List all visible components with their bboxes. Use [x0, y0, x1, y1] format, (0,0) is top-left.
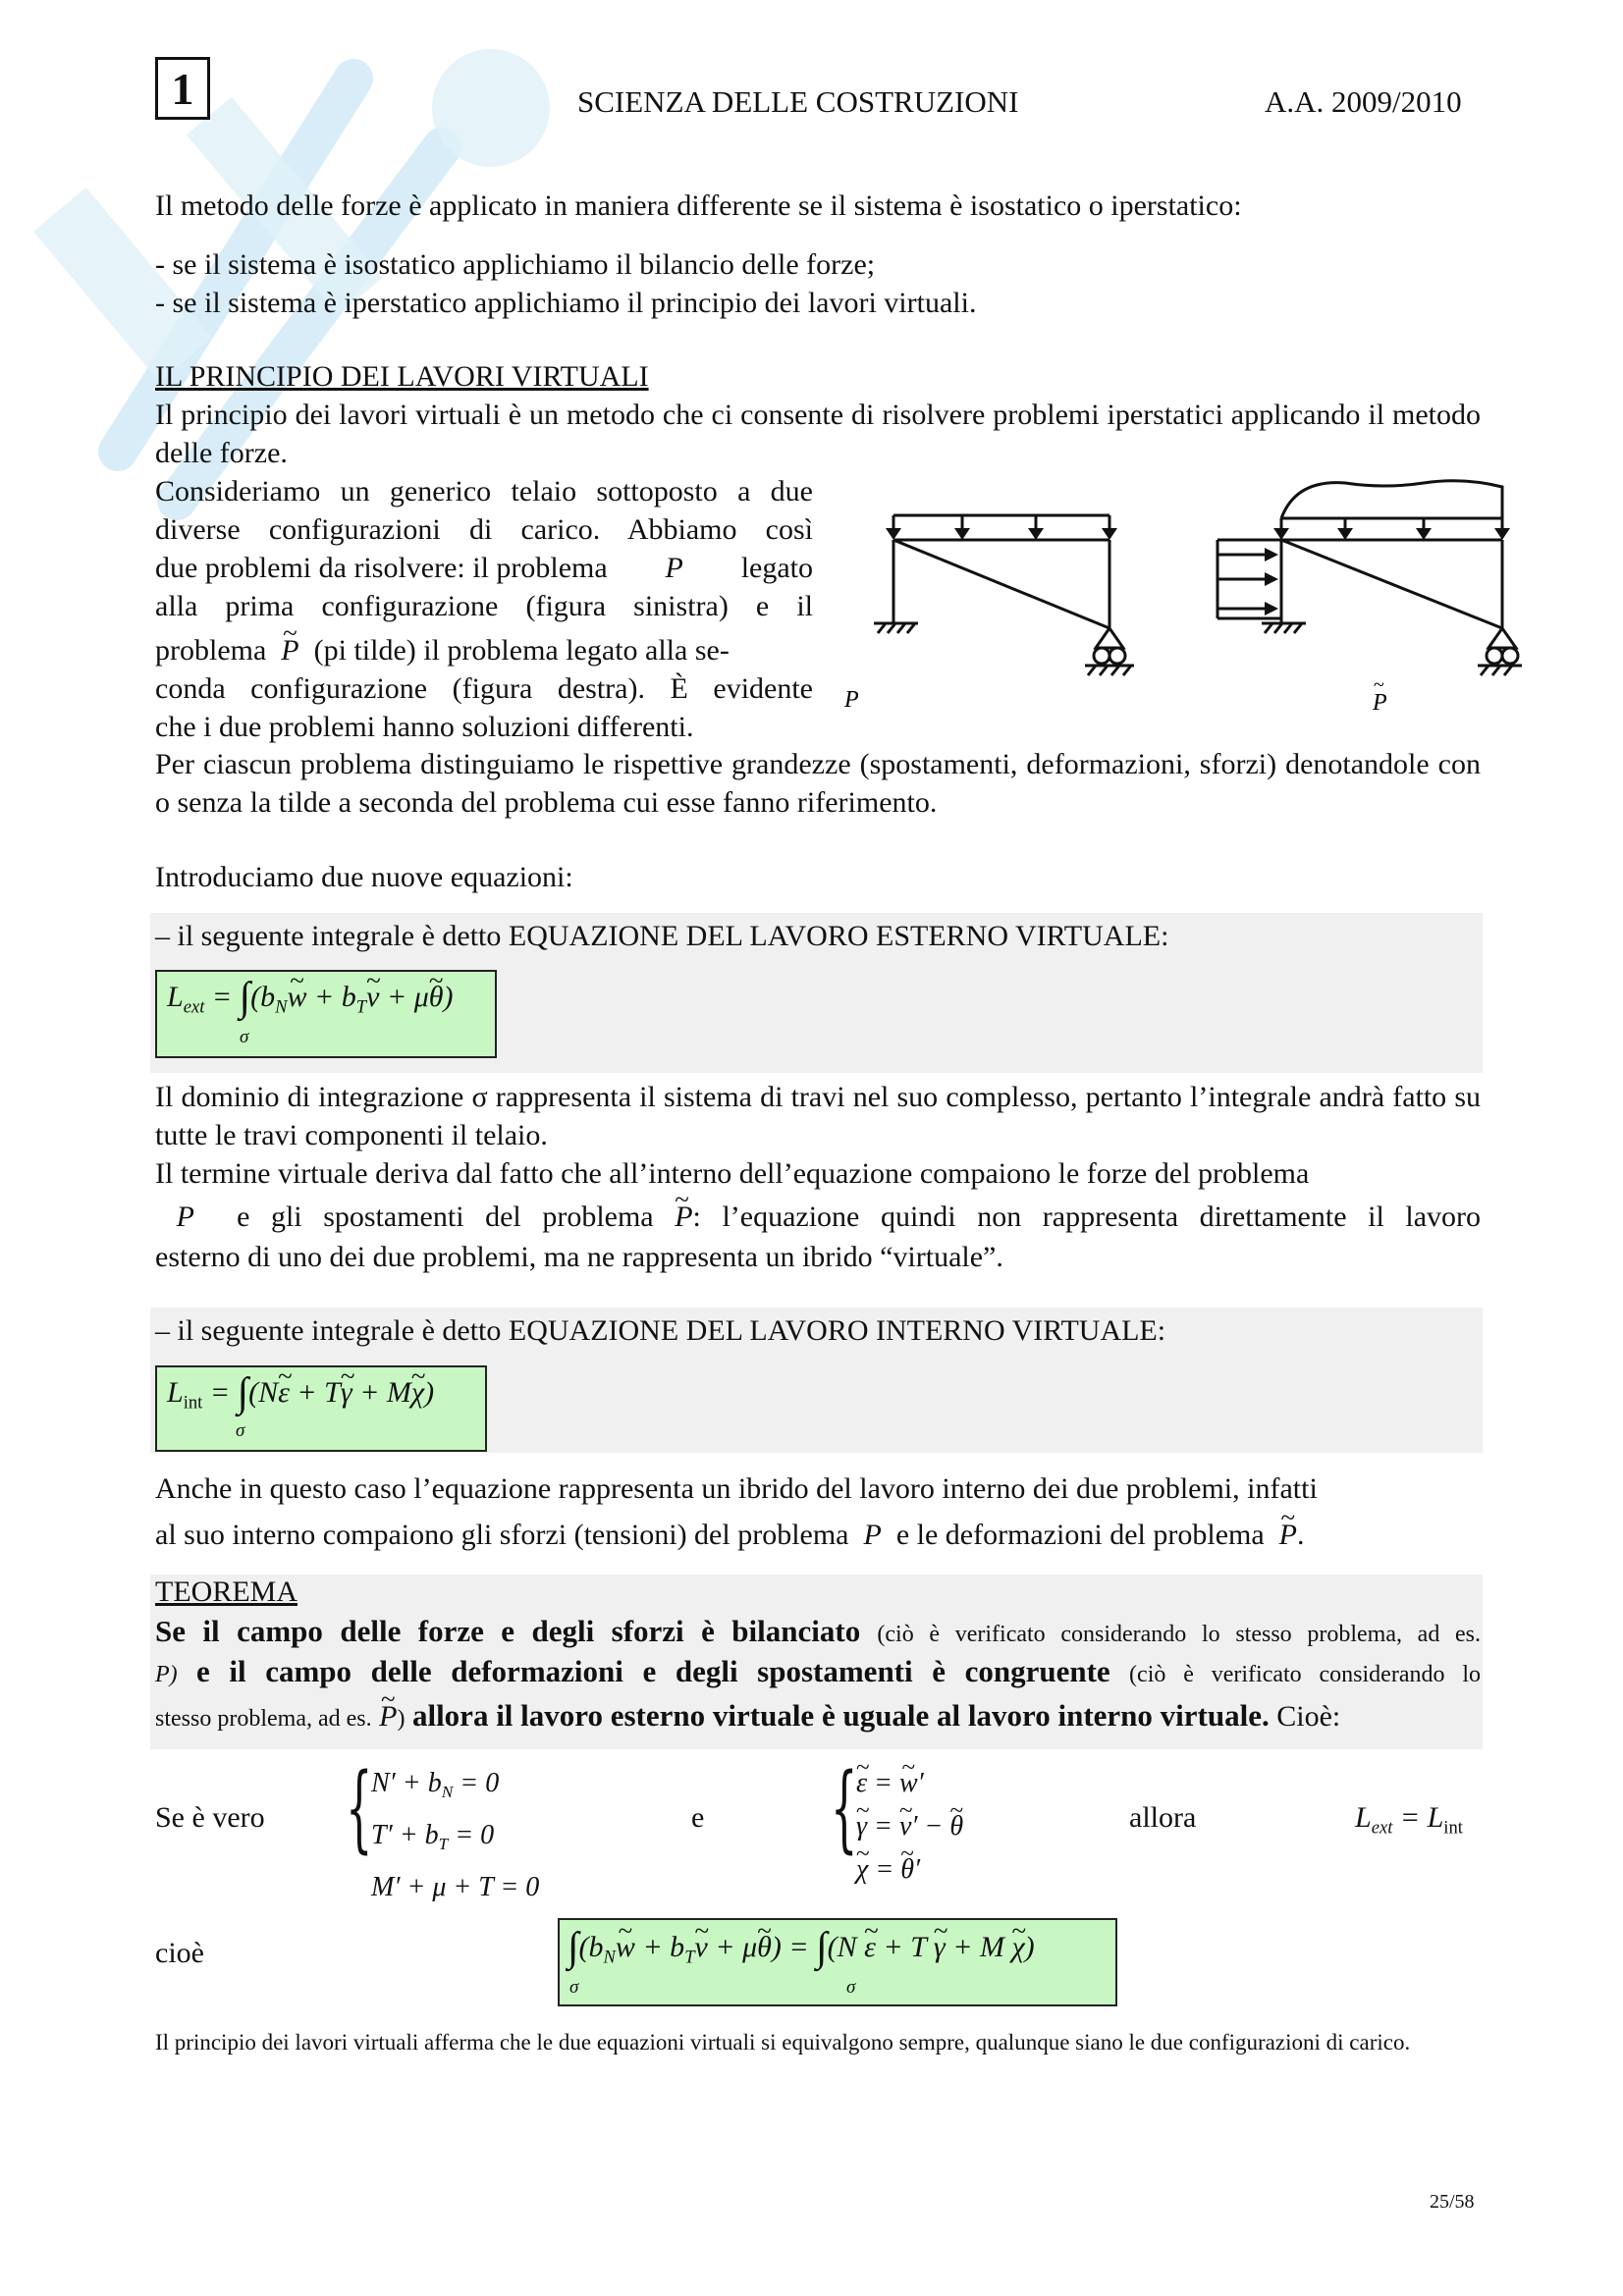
theorem-bold-2: e il campo delle deformazioni e degli spostamenti è congruente: [196, 1654, 1110, 1688]
p2-line1: Consideriamo un generico telaio sottoposto a due: [155, 475, 813, 507]
figure-label-right: P: [1373, 690, 1387, 716]
int-work-lead: – il seguente integrale è detto EQUAZIONE DEL LAVORO INTERNO VIRTUALE:: [155, 1314, 1166, 1347]
ext-work-lead: – il seguente integrale è detto EQUAZIONE DEL LAVORO ESTERNO VIRTUALE:: [155, 920, 1169, 952]
problem-p-tilde-symbol: ~ P: [1279, 1516, 1297, 1554]
equations-intro: Introduciamo due nuove equazioni:: [155, 861, 573, 893]
chapter-number: 1: [171, 64, 194, 114]
theorem-bold-1: Se il campo delle forze e degli sforzi è bilanciato: [155, 1614, 861, 1648]
virtual-work-equation: $\int(b_N\sim$ $w + b_T\sim$ v + μ~ θ) = ∫(N ~ ε + T ~ γ + M ~ χ) σ σ: [558, 1918, 1117, 2006]
problem-p-tilde-symbol: ~ P: [281, 631, 298, 669]
right-frame: [1217, 481, 1522, 675]
theorem-small-2: (ciò è verificato considerando lo: [1129, 1662, 1482, 1687]
p2-line3b: legato: [740, 552, 813, 584]
theorem-tail: Cioè:: [1276, 1700, 1341, 1733]
p2-line7: che i due problemi hanno soluzioni differenti.: [155, 711, 694, 743]
congruence-brace: {: [831, 1753, 858, 1863]
figure-label-right-tilde: ~: [1374, 674, 1384, 696]
ext-para-2b: [155, 1198, 1481, 1236]
theorem-line-2: [155, 1652, 1481, 1694]
theorem-line-1: [155, 1612, 1481, 1654]
allora-label: allora: [1129, 1801, 1197, 1834]
p2-line6: conda configurazione (figura destra). È evidente: [155, 672, 813, 705]
int-para-b: al suo interno compaiono gli sforzi (tensioni) del problema P e le deformazioni del problema ~ P.: [155, 1516, 1305, 1554]
se-vero-label: Se è vero: [155, 1801, 265, 1834]
figure-label-left: P: [844, 687, 859, 713]
section-heading: IL PRINCIPIO DEI LAVORI VIRTUALI: [155, 360, 649, 393]
int-para-b2: e le deformazioni del problema: [895, 1519, 1265, 1551]
p2-line5b: (pi tilde) il problema legato alla se-: [313, 634, 730, 667]
e-label: e: [691, 1801, 705, 1834]
int-para-a: Anche in questo caso l’equazione rappresenta un ibrido del lavoro interno dei due problemi, infatti: [155, 1472, 1318, 1505]
p2-line3a: due problemi da risolvere: il problema: [155, 552, 608, 584]
problem-p-tilde-symbol: ~ P: [379, 1697, 397, 1735]
p2-line3: [155, 549, 813, 587]
frames-figure: [835, 471, 1522, 726]
chapter-number-box: [155, 57, 210, 120]
p2-line5a: problema: [155, 634, 267, 667]
equilibrium-brace: {: [346, 1753, 373, 1863]
problem-p-tilde-symbol: ~ P: [675, 1198, 692, 1236]
p2-line5: [155, 631, 813, 669]
ext-para-1: Il dominio di integrazione σ rappresenta il sistema di travi nel suo complesso, pertanto l’integrale andrà fatto su tutte le travi componenti il telaio.: [155, 1081, 1481, 1151]
intro-line: Il metodo delle forze è applicato in maniera differente se il sistema è isostatico o iperstatico:: [155, 189, 1242, 222]
figure-description: [155, 472, 813, 746]
section-para-3: Per ciascun problema distinguiamo le rispettive grandezze (spostamenti, deformazioni, sforzi) denotandole con o senza la tilde a seconda del problema cui esse fanno riferimento.: [155, 748, 1481, 819]
page-number: 25/58: [1430, 2191, 1475, 2213]
theorem-line-3: stesso problema, ad es. ~ P) allora il lavoro esterno virtuale è uguale al lavoro interno virtuale. Cioè:: [155, 1696, 1481, 1738]
p2-line2: diverse configurazioni di carico. Abbiamo così: [155, 513, 813, 546]
congruence-system: ~ ε = ~ w′ ~ γ = ~ v′ − ~ θ ~ χ = ~ θ′: [856, 1762, 963, 1892]
problem-p-symbol: P: [155, 1201, 216, 1233]
intro-bullet-2: - se il sistema è iperstatico applichiamo il principio dei lavori virtuali.: [155, 287, 977, 319]
equilibrium-system: $N' + b_N = 0$ $T' + b_T = 0$ M′ + μ + T = 0: [371, 1768, 540, 1903]
ext-para-2a: Il termine virtuale deriva dal fatto che all’interno dell’equazione compaiono le forze del problema: [155, 1157, 1310, 1190]
intro-bullet-1: - se il sistema è isostatico applichiamo il bilancio delle forze;: [155, 248, 876, 281]
academic-year: A.A. 2009/2010: [1265, 84, 1462, 119]
footer-note: Il principio dei lavori virtuali afferma che le due equazioni virtuali si equivalgono sempre, qualunque siano le due configurazioni di carico.: [155, 2030, 1411, 2055]
ext-work-formula: $L_{ext}$ = $\int(b_N\sim$ $w + b_T\sim$ v + μ~ θ) σ: [155, 970, 497, 1058]
left-frame: [874, 515, 1134, 675]
int-para-b1: al suo interno compaiono gli sforzi (tensioni) del problema: [155, 1519, 849, 1551]
cioe-label: cioè: [155, 1937, 204, 1969]
theorem-small-2b: stesso problema, ad es.: [155, 1706, 372, 1732]
p2-line4: alla prima configurazione (figura sinistra) e il: [155, 590, 813, 622]
ext-para-2b2: : l’equazione quindi non rappresenta direttamente il lavoro: [692, 1201, 1481, 1233]
course-title: SCIENZA DELLE COSTRUZIONI: [577, 84, 1019, 119]
ext-para-2b1: e gli spostamenti del problema: [237, 1201, 654, 1233]
theorem-heading: TEOREMA: [155, 1575, 298, 1608]
section-para-1: Il principio dei lavori virtuali è un metodo che ci consente di risolvere problemi iperstatici applicando il metodo delle forze.: [155, 399, 1481, 469]
theorem-small-1: (ciò è verificato considerando lo stesso problema, ad es.: [877, 1622, 1482, 1647]
theorem-bold-3: allora il lavoro esterno virtuale è uguale al lavoro interno virtuale.: [411, 1698, 1270, 1733]
problem-p-symbol: P: [665, 552, 683, 584]
theorem-small-1b: P): [155, 1662, 178, 1687]
ext-para-2c: esterno di uno dei due problemi, ma ne rappresenta un ibrido “virtuale”.: [155, 1241, 1003, 1273]
int-work-formula: $L_{int}$ = ∫(N~ ε + T~ γ + M~ χ) σ: [155, 1365, 487, 1452]
problem-p-symbol: P: [863, 1519, 882, 1551]
work-equality: $L_{ext} = L_{int}$: [1355, 1801, 1463, 1839]
